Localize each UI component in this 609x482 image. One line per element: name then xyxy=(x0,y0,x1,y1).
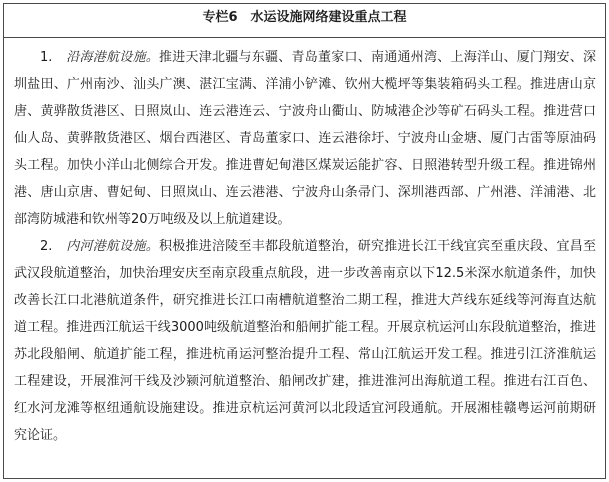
text-line xyxy=(14,233,596,260)
text-line: 道工程。推进西江航运干线3000吨级航道整治和船闸扩能工程。开展京杭运河山东段航道整治，推进 xyxy=(14,320,596,335)
section-heading: 沿海港航设施。 xyxy=(66,50,159,65)
document-box xyxy=(3,3,606,479)
section-number: 2. xyxy=(40,239,53,254)
box-content xyxy=(4,38,605,449)
box-title: 专栏6 水运设施网络建设重点工程 xyxy=(4,4,605,38)
text-line: 武汉段航道整治，加快治理安庆至南京段重点航段，进一步改善南京以下12.5米深水航道条件，加快 xyxy=(14,266,596,281)
text-line: 头工程。加快小洋山北侧综合开发。推进曹妃甸港区煤炭运能扩容、日照港转型升级工程。推进锦州 xyxy=(14,158,596,173)
text-line: 红水河龙滩等枢纽通航设施建设。推进京杭运河黄河以北段适宜河段通航。开展湘桂赣粤运河前期研 xyxy=(14,401,596,416)
text-line: 港、唐山京唐、曹妃甸、日照岚山、连云港港、宁波舟山条帚门、深圳港西部、广州港、洋浦港、北 xyxy=(14,185,596,200)
text-line-content: 积极推进涪陵至丰都段航道整治，研究推进长江干线宜宾至重庆段、宜昌至 xyxy=(159,239,596,254)
text-line-content: 推进天津北疆与东疆、青岛董家口、南通通州湾、上海洋山、厦门翔安、深 xyxy=(159,50,596,65)
text-line: 唐、黄骅散货港区、日照岚山、连云港连云、宁波舟山衢山、防城港企沙等矿石码头工程。推进营口 xyxy=(14,104,596,119)
text-line: 部湾防城港和钦州等20万吨级及以上航道建设。 xyxy=(14,212,291,227)
text-line: 改善长江口北港航道条件，研究推进长江口南槽航道整治二期工程，推进大芦线东延线等河海直达航 xyxy=(14,293,596,308)
text-line: 苏北段船闸、航道扩能工程，推进杭甬运河整治提升工程、常山江航运开发工程。推进引江济淮航运 xyxy=(14,347,596,362)
section-heading: 内河港航设施。 xyxy=(66,239,159,254)
section-inland-waterways xyxy=(14,233,596,449)
text-line xyxy=(14,44,596,71)
text-line: 究论证。 xyxy=(14,428,67,443)
text-line: 仙人岛、黄骅散货港区、烟台西港区、青岛董家口、连云港徐圩、宁波舟山金塘、厦门古雷等原油码 xyxy=(14,131,596,146)
text-line: 工程建设，开展淮河干线及沙颍河航道整治、船闸改扩建，推进淮河出海航道工程。推进右江百色、 xyxy=(14,374,596,389)
section-number: 1. xyxy=(40,50,53,65)
section-coastal-ports xyxy=(14,44,596,233)
text-line: 圳盐田、广州南沙、汕头广澳、湛江宝满、洋浦小铲滩、钦州大榄坪等集装箱码头工程。推进唐山京 xyxy=(14,77,596,92)
